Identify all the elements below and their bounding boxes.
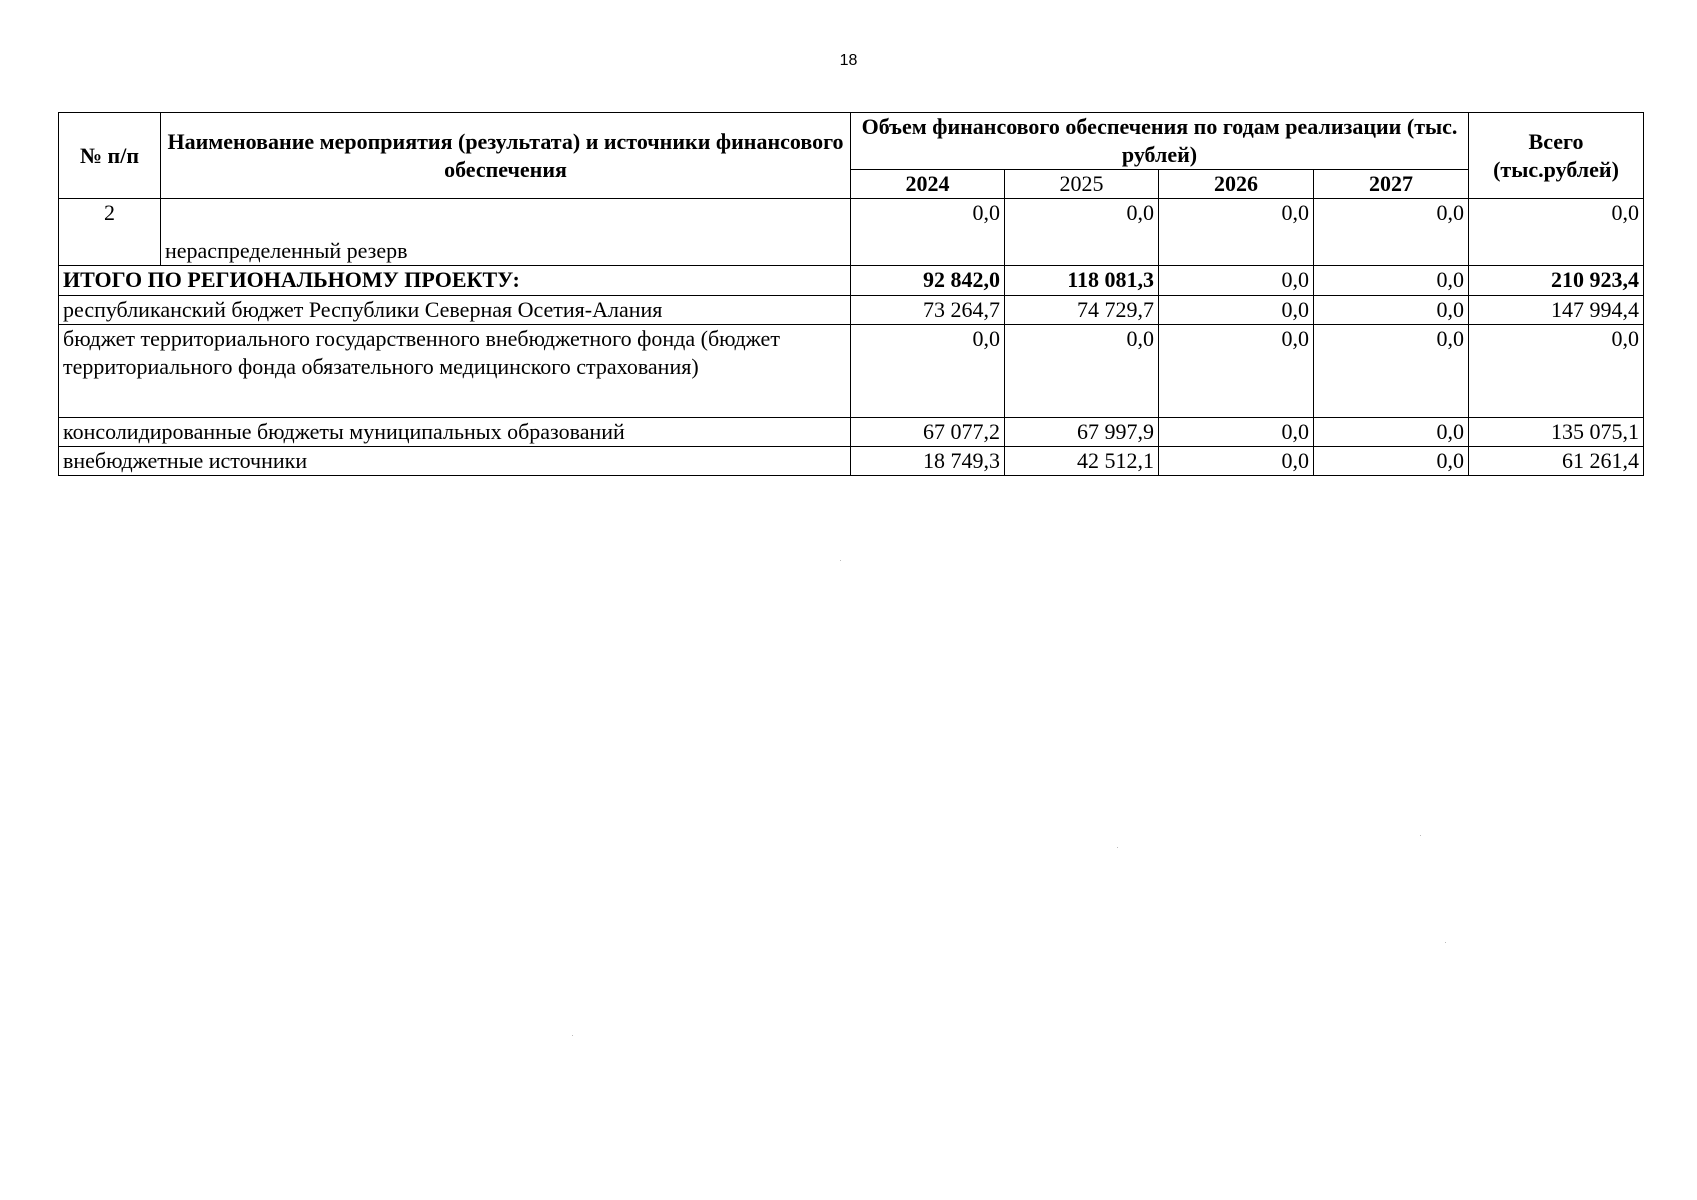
- scan-speck: [1420, 835, 1421, 836]
- financing-table: [58, 112, 1644, 476]
- header-name: Наименование мероприятия (результата) и источники финансового обеспечения: [161, 113, 851, 199]
- cell-total: 61 261,4: [1469, 446, 1644, 475]
- cell-total: 0,0: [1469, 199, 1644, 266]
- header-year-2027: 2027: [1314, 170, 1469, 199]
- row-name: консолидированные бюджеты муниципальных образований: [59, 417, 851, 446]
- cell-2027: 0,0: [1314, 417, 1469, 446]
- cell-total: 0,0: [1469, 324, 1644, 417]
- page-number: 18: [839, 52, 858, 69]
- row-name: внебюджетные источники: [59, 446, 851, 475]
- cell-2026: 0,0: [1159, 446, 1314, 475]
- cell-2027: 0,0: [1314, 199, 1469, 266]
- cell-2027: 0,0: [1314, 324, 1469, 417]
- header-year-2024: 2024: [851, 170, 1005, 199]
- table-row-territorial-fund: [59, 324, 1644, 417]
- row-name: республиканский бюджет Республики Северная Осетия-Алания: [59, 295, 851, 324]
- cell-total: 147 994,4: [1469, 295, 1644, 324]
- cell-2026: 0,0: [1159, 417, 1314, 446]
- cell-2024: 73 264,7: [851, 295, 1005, 324]
- cell-2026: 0,0: [1159, 266, 1314, 295]
- row-name: бюджет территориального государственного внебюджетного фонда (бюджет территориального фонда обязательного медицинского страхования): [59, 324, 851, 417]
- row-name: нераспределенный резерв: [161, 199, 851, 266]
- header-year-2025: 2025: [1005, 170, 1159, 199]
- cell-2026: 0,0: [1159, 199, 1314, 266]
- cell-2025: 67 997,9: [1005, 417, 1159, 446]
- row-num: 2: [59, 199, 161, 266]
- cell-2025: 118 081,3: [1005, 266, 1159, 295]
- cell-2024: 0,0: [851, 199, 1005, 266]
- table-row-republic-budget: [59, 295, 1644, 324]
- header-volume: Объем финансового обеспечения по годам реализации (тыс. рублей): [851, 113, 1469, 170]
- table-row-reserve: [59, 199, 1644, 266]
- header-year-2026: 2026: [1159, 170, 1314, 199]
- scan-speck: [1445, 942, 1446, 943]
- cell-2024: 18 749,3: [851, 446, 1005, 475]
- cell-total: 210 923,4: [1469, 266, 1644, 295]
- cell-2025: 42 512,1: [1005, 446, 1159, 475]
- scan-speck: [572, 1035, 573, 1036]
- scan-speck: [1117, 847, 1118, 848]
- cell-2026: 0,0: [1159, 295, 1314, 324]
- cell-2027: 0,0: [1314, 446, 1469, 475]
- table-row-project-total: [59, 266, 1644, 295]
- cell-total: 135 075,1: [1469, 417, 1644, 446]
- scan-speck: [840, 560, 841, 561]
- header-num: № п/п: [59, 113, 161, 199]
- cell-2024: 67 077,2: [851, 417, 1005, 446]
- cell-2026: 0,0: [1159, 324, 1314, 417]
- cell-2025: 74 729,7: [1005, 295, 1159, 324]
- cell-2027: 0,0: [1314, 295, 1469, 324]
- table-row-municipal: [59, 417, 1644, 446]
- header-total: Всего (тыс.рублей): [1469, 113, 1644, 199]
- cell-2025: 0,0: [1005, 324, 1159, 417]
- table-row-extra-budget: [59, 446, 1644, 475]
- row-name: ИТОГО ПО РЕГИОНАЛЬНОМУ ПРОЕКТУ:: [59, 266, 851, 295]
- cell-2024: 92 842,0: [851, 266, 1005, 295]
- header-row: [59, 113, 1644, 170]
- cell-2024: 0,0: [851, 324, 1005, 417]
- cell-2025: 0,0: [1005, 199, 1159, 266]
- cell-2027: 0,0: [1314, 266, 1469, 295]
